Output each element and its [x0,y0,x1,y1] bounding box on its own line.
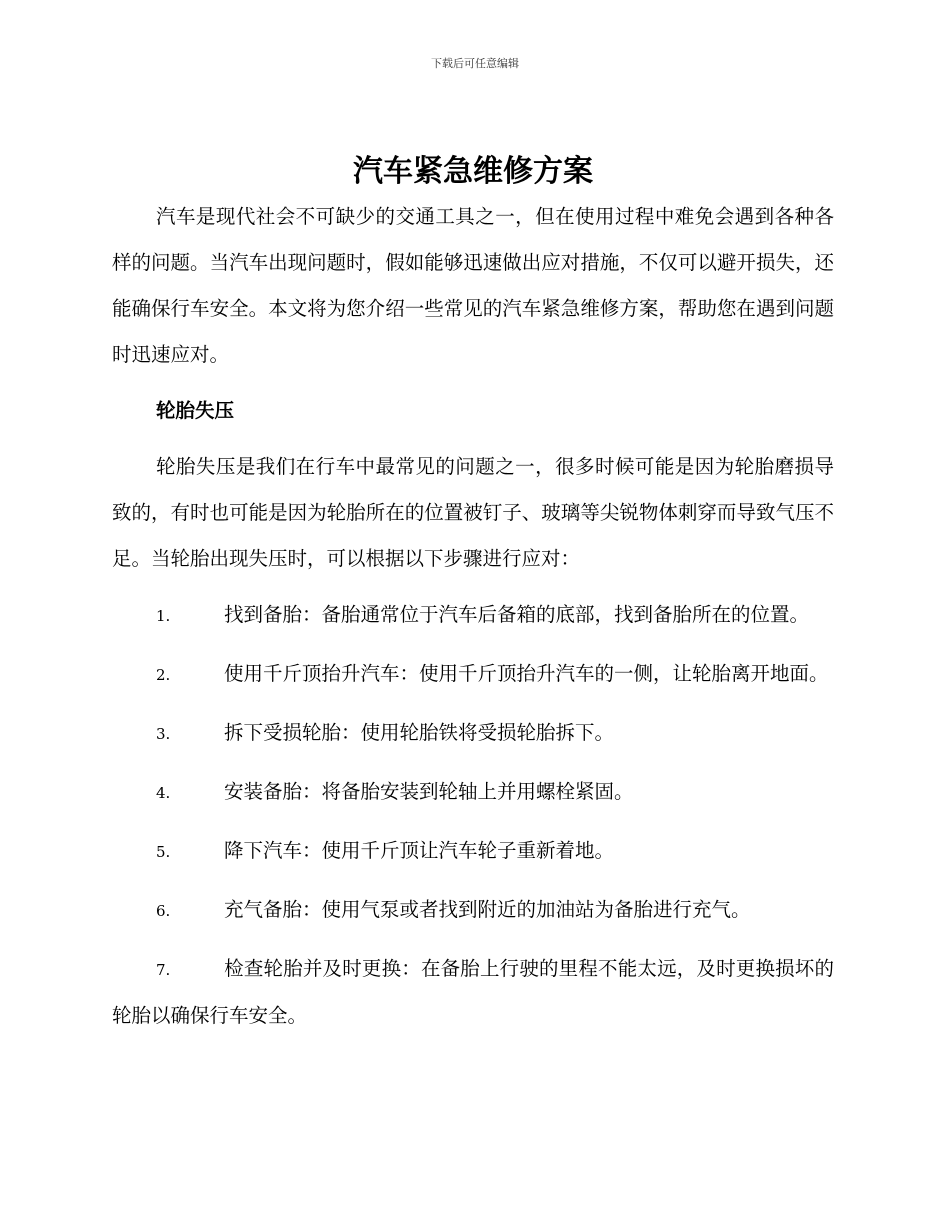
section-paragraph: 轮胎失压是我们在行车中最常见的问题之一，很多时候可能是因为轮胎磨损导致的，有时也可能是因为轮胎所在的位置被钉子、玻璃等尖锐物体刺穿而导致气压不足。当轮胎出现失压时，可以根据以下步骤进行应对： [112,455,834,570]
list-item-number: 4. [156,784,171,802]
list-item-text: 安装备胎：将备胎安装到轮轴上并用螺栓紧固。 [224,780,634,803]
list-item [112,710,834,757]
list-item-number: 1. [156,607,171,625]
list-item-number: 3. [156,725,171,743]
list-item-text: 检查轮胎并及时更换：在备胎上行驶的里程不能太远，及时更换损坏的轮胎以确保行车安全。 [112,957,834,1027]
section-heading: 轮胎失压 [156,399,235,422]
list-item [112,592,834,639]
steps-list [112,592,834,1039]
intro-paragraph: 汽车是现代社会不可缺少的交通工具之一，但在使用过程中难免会遇到各种各样的问题。当汽车出现问题时，假如能够迅速做出应对措施，不仅可以避开损失，还能确保行车安全。本文将为您介绍一些常见的汽车紧急维修方案，帮助您在遇到问题时迅速应对。 [112,205,834,366]
list-item [112,946,834,1039]
list-item-text: 充气备胎：使用气泵或者找到附近的加油站为备胎进行充气。 [224,898,751,921]
document-body [112,150,834,1039]
list-item-text: 使用千斤顶抬升汽车：使用千斤顶抬升汽车的一侧，让轮胎离开地面。 [224,662,829,685]
list-item-number: 2. [156,666,171,684]
list-item [112,887,834,934]
list-item-text: 找到备胎：备胎通常位于汽车后备箱的底部，找到备胎所在的位置。 [224,603,810,626]
list-item [112,651,834,698]
list-item [112,769,834,816]
header-note: 下载后可任意编辑 [431,57,519,70]
list-item-text: 拆下受损轮胎：使用轮胎铁将受损轮胎拆下。 [224,721,615,744]
list-item-text: 降下汽车：使用千斤顶让汽车轮子重新着地。 [224,839,615,862]
list-item-number: 6. [156,902,171,920]
list-item [112,828,834,875]
list-item-number: 7. [156,961,171,979]
document-title: 汽车紧急维修方案 [353,154,593,189]
list-item-number: 5. [156,843,171,861]
